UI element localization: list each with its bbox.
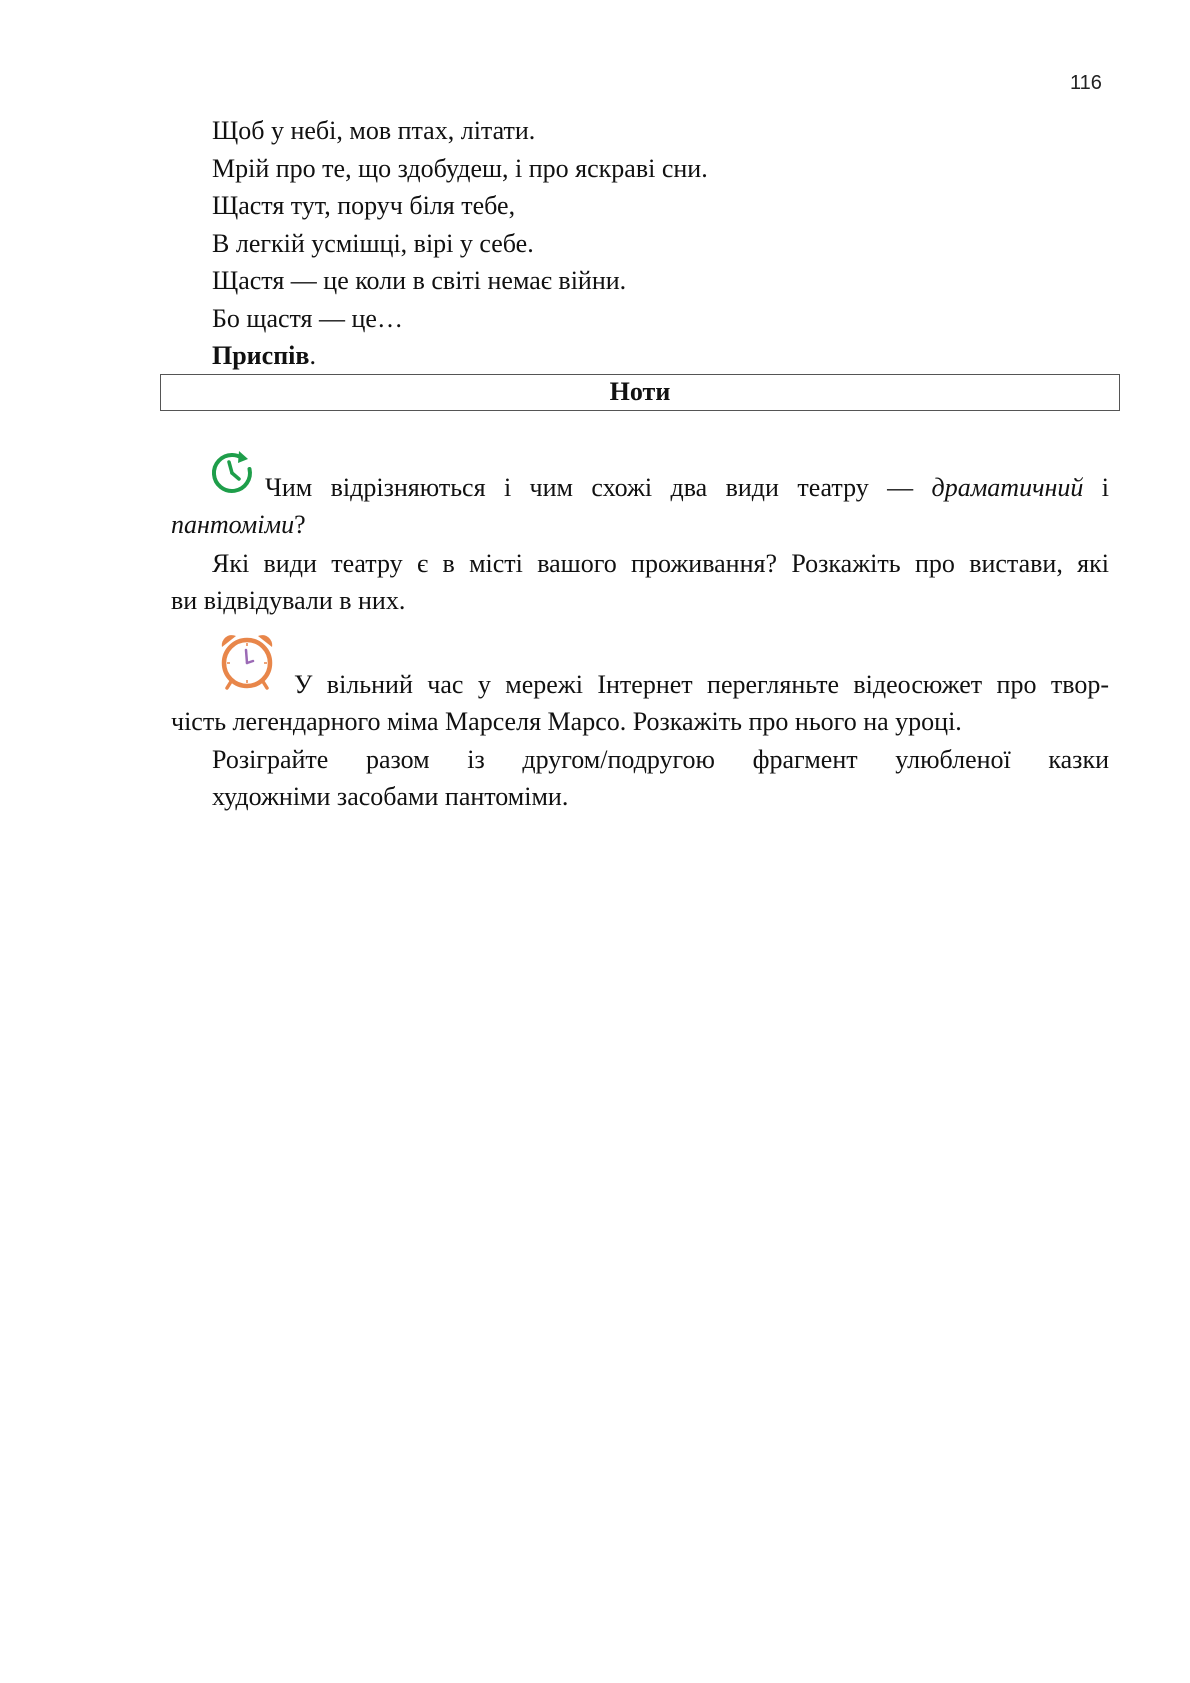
chorus-label: [212, 337, 708, 375]
question-1-conjunction: і: [1083, 473, 1109, 502]
question-1-text: Чим відрізняються і чим схожі два види театру —: [265, 473, 932, 502]
notes-box: Ноти: [160, 374, 1120, 411]
song-line: В легкій усмішці, вірі у себе.: [212, 228, 534, 258]
page-number: 116: [1070, 72, 1102, 94]
task-1: [171, 666, 1109, 740]
chorus-period: .: [309, 341, 316, 370]
task-1-line-2: чість легендарного міма Марселя Марсо. Розкажіть про нього на уроці.: [171, 707, 962, 736]
question-2-line-1: Які види театру є в місті вашого проживання? Розкажіть про вистави, які: [212, 549, 1109, 578]
task-2: [171, 741, 1109, 815]
question-2: [171, 545, 1109, 619]
task-2-line-2: художніми засобами пантоміми.: [212, 782, 569, 811]
task-2-line-1: Розіграйте разом із другом/подругою фрагмент улюбленої казки: [212, 745, 1109, 774]
question-1-term-1: драматичний: [931, 473, 1084, 502]
song-line: Бо щастя — це…: [212, 303, 403, 333]
question-2-line-2: ви відвідували в них.: [171, 586, 406, 615]
song-lyrics: [212, 112, 708, 375]
song-line: Щастя — це коли в світі немає війни.: [212, 266, 627, 295]
question-1-mark: ?: [294, 510, 306, 539]
song-line: Щастя тут, поруч біля тебе,: [212, 191, 516, 220]
task-1-line-1: У вільний час у мережі Інтернет перегляньте відеосюжет про твор-: [294, 670, 1109, 699]
question-1-term-2: пантоміми: [171, 510, 295, 539]
question-1: [171, 469, 1109, 543]
song-line: Щоб у небі, мов птах, літати.: [212, 116, 536, 145]
chorus-label-text: Приспів: [212, 341, 310, 370]
song-line: Мрій про те, що здобудеш, і про яскраві сни.: [212, 153, 708, 183]
